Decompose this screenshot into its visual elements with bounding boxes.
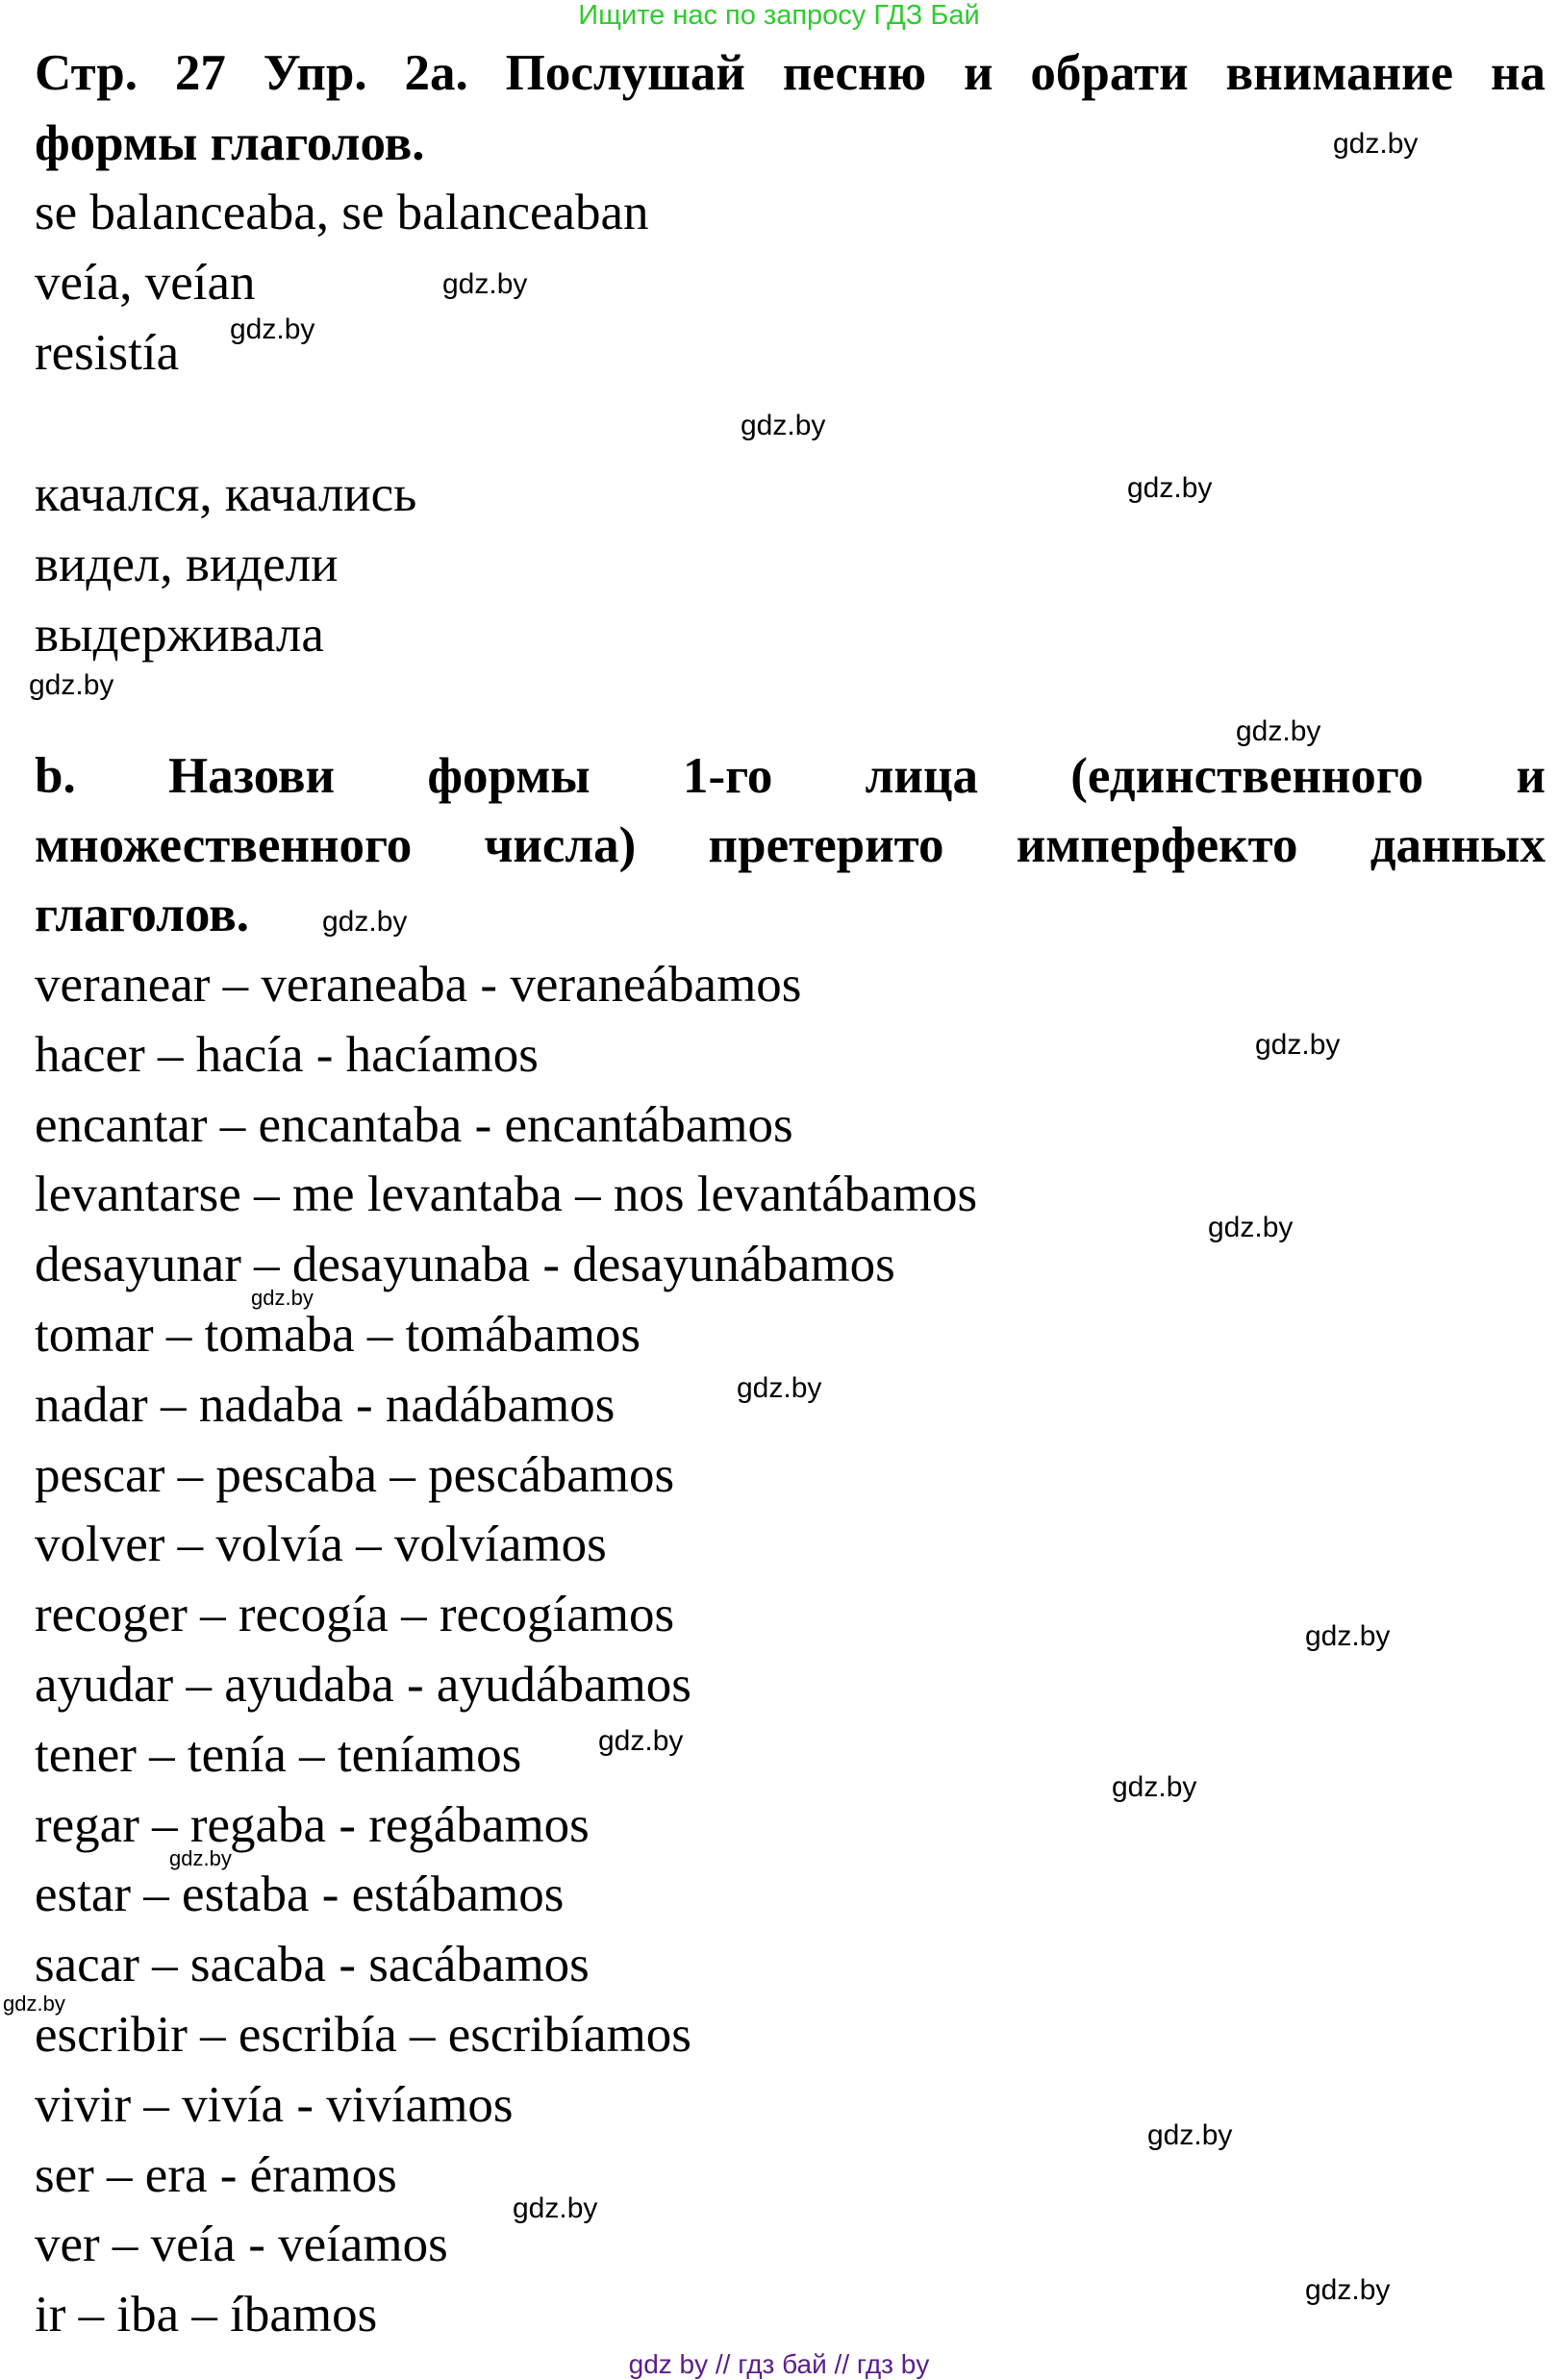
answer-line: качался, качались [35,466,417,522]
verb-line: tener – tenía – teníamos [35,1726,522,1783]
watermark-text: gdz.by [513,2192,598,2224]
watermark-text: gdz.by [1112,1771,1197,1803]
answer-line: выдерживала [35,607,324,663]
watermark-text: gdz.by [1255,1029,1341,1061]
watermark-text: gdz.by [251,1286,314,1310]
watermark-text: gdz.by [169,1846,232,1870]
spanish-forms [35,178,649,388]
watermark-text: gdz.by [737,1372,822,1404]
watermark-text: gdz.by [1236,715,1321,747]
part-a-title-line1: Стр. 27 Упр. 2а. Послушай песню и обрати внимание на [35,45,1545,101]
watermark-text: gdz.by [29,669,114,701]
verb-line: recoger – recogía – recogíamos [35,1587,675,1643]
verb-line: hacer – hacía - hacíamos [35,1026,539,1083]
watermark-text: gdz.by [3,1992,65,2016]
verb-line: pescar – pescaba – pescábamos [35,1446,675,1503]
verb-line: ser – era - éramos [35,2146,397,2203]
verb-line: vivir – vivía - vivíamos [35,2076,514,2133]
answer-line: veía, veían [35,255,256,311]
watermark-text: gdz.by [1333,128,1419,160]
verb-list [35,950,977,2350]
verb-line: estar – estaba - estábamos [35,1866,565,1923]
verb-line: escribir – escribía – escribíamos [35,2006,691,2063]
watermark-text: gdz.by [1305,2274,1391,2306]
watermark-text: gdz.by [322,906,408,938]
verb-line: ayudar – ayudaba - ayudábamos [35,1656,691,1713]
watermark-text: gdz.by [1147,2119,1233,2151]
watermark-text: gdz.by [1305,1620,1391,1652]
part-a-title [35,38,1545,179]
verb-line: veranear – veraneaba - veraneábamos [35,957,802,1013]
russian-translations [35,460,416,670]
part-b-title-line3: глаголов. [35,887,249,942]
part-b-title-line2: множественного числа) претерито имперфекто данных [35,817,1545,873]
verb-line: volver – volvía – volvíamos [35,1516,607,1573]
watermark-text: gdz.by [230,313,315,345]
watermark-text: gdz.by [598,1725,684,1757]
verb-line: nadar – nadaba - nadábamos [35,1376,616,1433]
answer-line: resistía [35,325,180,381]
watermark-text: gdz.by [1208,1212,1294,1243]
footer-links[interactable]: gdz by // гдз бай // гдз by [628,2349,930,2379]
verb-line: encantar – encantaba - encantábamos [35,1096,793,1153]
verb-line: ver – veía - veíamos [35,2217,448,2273]
verb-line: desayunar – desayunaba - desayunábamos [35,1237,895,1293]
watermark-text: gdz.by [1127,472,1213,504]
part-b-title [35,741,1545,949]
watermark-text: gdz.by [741,410,826,441]
verb-line: regar – regaba - regábamos [35,1796,590,1853]
verb-line: levantarse – me levantaba – nos levantábamos [35,1166,978,1223]
answer-line: se balanceaba, se balanceaban [35,185,649,240]
watermark-text: gdz.by [442,268,528,300]
answer-line: видел, видели [35,537,339,592]
part-a-title-line2: формы глаголов. [35,115,425,171]
verb-line: tomar – tomaba – tomábamos [35,1306,641,1363]
header-search-link[interactable]: Ищите нас по запросу ГДЗ Бай [578,0,980,31]
verb-line: sacar – sacaba - sacábamos [35,1937,590,1993]
part-b-title-line1: b. Назови формы 1-го лица (единственного и [35,748,1545,804]
verb-line: ir – iba – íbamos [35,2287,378,2343]
